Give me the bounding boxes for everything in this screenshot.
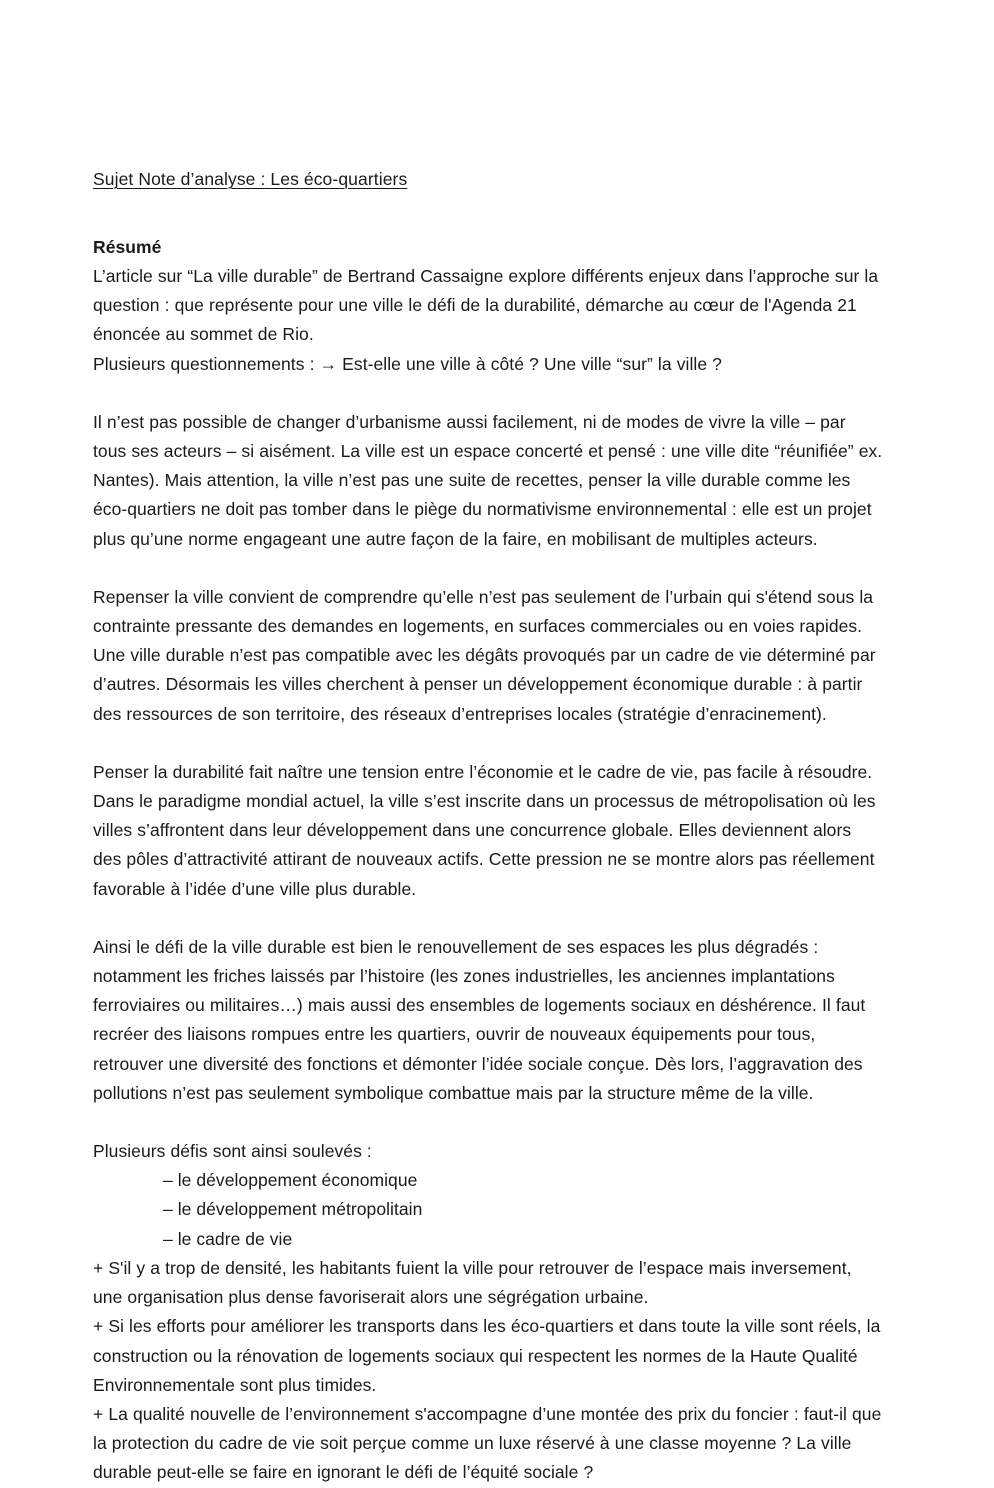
summary-heading: Résumé bbox=[93, 237, 162, 257]
list-item: – le développement métropolitain bbox=[163, 1199, 423, 1220]
paragraph-defi-renouvellement: Ainsi le défi de la ville durable est bien le renouvellement de ses espaces les plus dégradés : notamment les friches laissés par l’histoire (les zones industrielles, les anciennes implantations ferroviaires ou militaires…) mais aussi des ensembles de logements sociaux en déshérence. Il faut recréer des liaisons rompues entre les quartiers, ouvrir de nouveaux équipements pour tous, retrouver une diversité des fonctions et démonter l’idée sociale conçue. Dès lors, l’aggravation des pollutions n’est pas seulement symbolique combattue mais par la structure même de la ville. bbox=[93, 936, 866, 1103]
page-title-text: Sujet Note d’analyse : Les éco-quartiers bbox=[93, 169, 408, 189]
list-item: – le cadre de vie bbox=[163, 1228, 293, 1249]
summary-body-paragraph: L’article sur “La ville durable” de Bertrand Cassaigne explore différents enjeux dans l’approche sur la question : que représente pour une ville le défi de la durabilité, démarche au cœur de l'Agenda 21 énoncée au sommet de Rio. bbox=[93, 266, 879, 345]
document-body bbox=[93, 166, 883, 1488]
challenges-list bbox=[93, 1166, 883, 1254]
paragraph-urbanisme: Il n’est pas possible de changer d’urbanisme aussi facilement, ni de modes de vivre la ville – par tous ses acteurs – si aisément. La ville est un espace concerté et pensé : une ville dite “réunifiée” ex. Nantes). Mais attention, la ville n’est pas une suite de recettes, penser la ville durable comme les éco-quartiers ne doit pas tomber dans le piège du normativisme environnemental : elle est un projet plus qu’une norme engageant une autre façon de la faire, en mobilisant de multiples acteurs. bbox=[93, 411, 883, 549]
note-transports: + Si les efforts pour améliorer les transports dans les éco-quartiers et dans toute la ville sont réels, la construction ou la rénovation de logements sociaux qui respectent les normes de la Haute Qualité Environnementale sont plus timides. bbox=[93, 1316, 881, 1395]
page-title bbox=[93, 166, 883, 192]
paragraph-gap bbox=[93, 379, 883, 408]
summary-questions-paragraph: Plusieurs questionnements : → Est-elle une ville à côté ? Une ville “sur” la ville ? bbox=[93, 353, 722, 374]
note-foncier: + La qualité nouvelle de l’environnement s'accompagne d’une montée des prix du foncier : faut-il que la protection du cadre de vie soit perçue comme un luxe réservé à une classe moyenne ? La ville durable peut-elle se faire en ignorant le défi de l’équité sociale ? bbox=[93, 1403, 882, 1483]
paragraph-gap bbox=[93, 904, 883, 933]
list-item: – le développement économique bbox=[163, 1170, 418, 1191]
paragraph-repenser-la-ville: Repenser la ville convient de comprendre qu’elle n’est pas seulement de l’urbain qui s'étend sous la contrainte pressante des demandes en logements, en surfaces commerciales ou en voies rapides. Une ville durable n’est pas compatible avec les dégâts provoqués par un cadre de vie déterminé par d’autres. Désormais les villes cherchent à penser un développement économique durable : à partir des ressources de son territoire, des réseaux d’entreprises locales (stratégie d’enracinement). bbox=[93, 586, 876, 724]
challenges-intro: Plusieurs défis sont ainsi soulevés : bbox=[93, 1141, 372, 1162]
paragraph-durabilite-tension: Penser la durabilité fait naître une tension entre l’économie et le cadre de vie, pas facile à résoudre. Dans le paradigme mondial actuel, la ville s’est inscrite dans un processus de métropolisation où les villes s’affrontent dans leur développement dans une concurrence globale. Elles deviennent alors des pôles d’attractivité attirant de nouveaux actifs. Cette pression ne se montre alors pas réellement favorable à l’idée d’une ville plus durable. bbox=[93, 761, 876, 899]
paragraph-gap bbox=[93, 554, 883, 583]
paragraph-gap bbox=[93, 729, 883, 758]
note-densite: + S'il y a trop de densité, les habitants fuient la ville pour retrouver de l’espace mais inversement, une organisation plus dense favoriserait alors une ségrégation urbaine. bbox=[93, 1257, 852, 1308]
paragraph-gap bbox=[93, 1108, 883, 1137]
title-spacer bbox=[93, 192, 883, 233]
